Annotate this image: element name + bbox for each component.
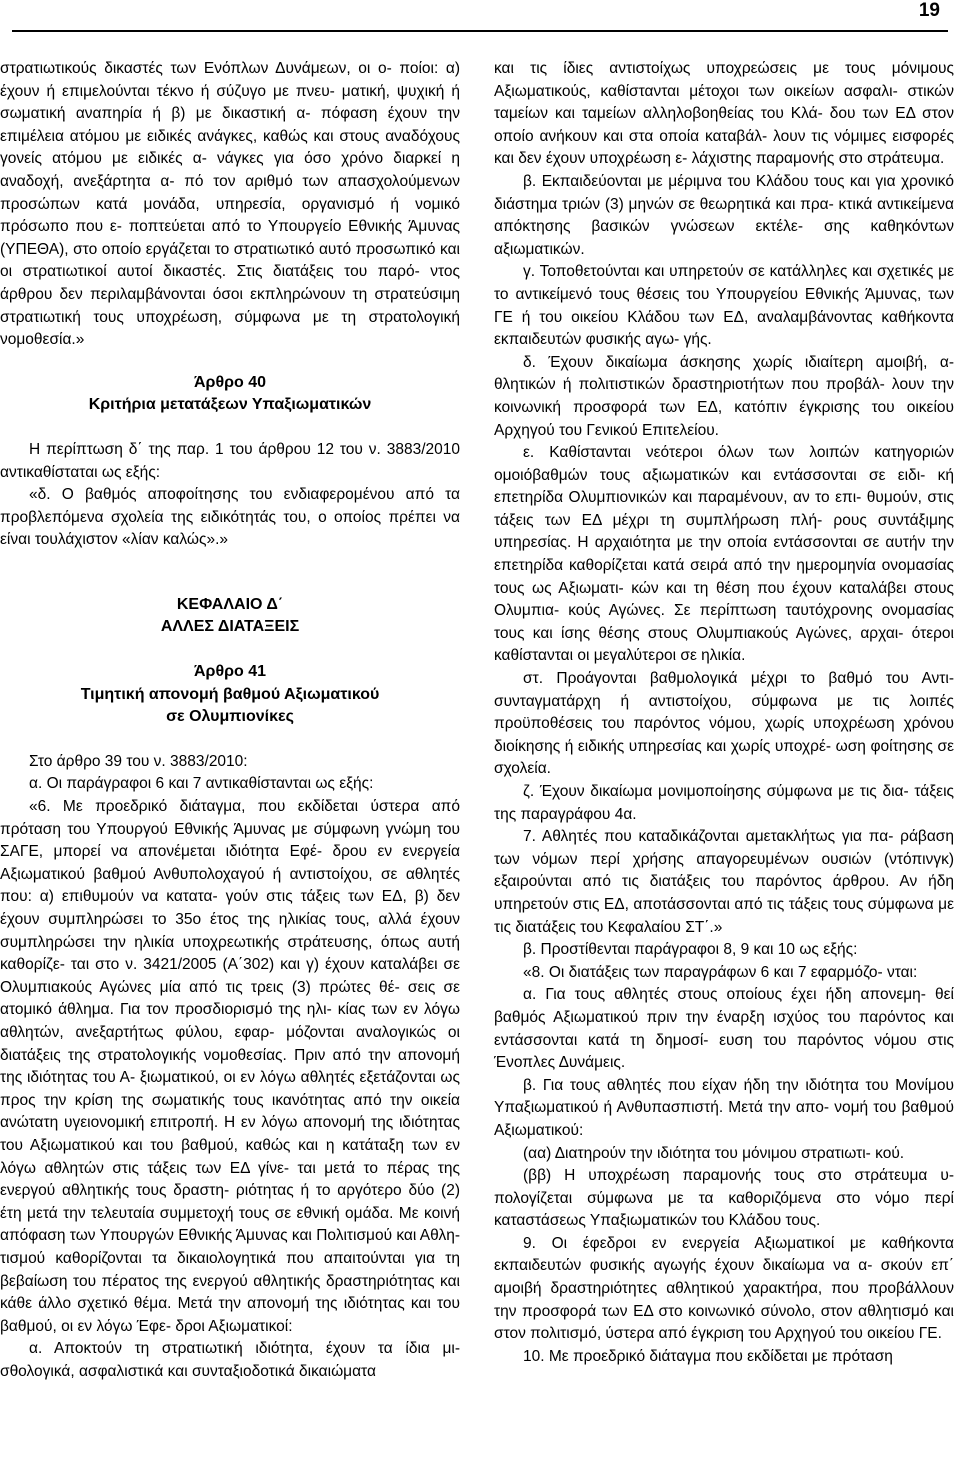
paragraph: (ββ) Η υποχρέωση παραμονής τους στο στράτευμα υ- πολογίζεται σύμφωνα με τα καθοριζόμενα στο νόμο περί καταστάσεως Υπαξιωματικών του Κλάδου τους. — [494, 1167, 954, 1230]
paragraph: ζ. Έχουν δικαίωμα μονιμοποίησης σύμφωνα με τις δια- τάξεις της παραγράφου 4α. — [494, 783, 954, 823]
article-41-title: Άρθρο 41 — [193, 663, 266, 681]
paragraph: γ. Τοποθετούνται και υπηρετούν σε κατάλληλες και σχετικές με το αντικείμενό τους θέσεις του Υπουργείου Εθνικής Άμυνας, των ΓΕ ή του οικείου Κλάδου των ΕΔ, αναλαμβάνοντας καθήκοντα εκπαιδευτών φυσικής αγω- γής. — [494, 263, 954, 349]
paragraph: 9. Οι έφεδροι εν ενεργεία Αξιωματικοί με καθήκοντα εκπαιδευτών φυσικής αγωγής έχουν δικαίωμα να α- σκούν επ΄ αμοιβή δραστηριότητες αθλητικού χαρακτήρα, που προβάλλουν την προσφορά των ΕΔ στο κοινωνικό σύνολο, στον αθλητισμό και στον πολιτισμό, ύστερα από έγκριση του Αρχηγού του οικείου ΓΕ. — [494, 1234, 954, 1343]
paragraph: ε. Καθίστανται νεότεροι όλων των λοιπών κατηγοριών ομοιόβαθμών τους αξιωματικών και εντάσσονται σε ειδι- κή επετηρίδα Ολυμπιονικών και παραμένουν, αν το επι- θυμούν, στις τάξεις των ΕΔ μέχρι τη συμπλήρωση πλή- ρους συντάξιμης υπηρεσίας. Η αρχαιότητα με την οποία εντάσσονται σε αυτήν την επετηρίδα καθορίζεται κατά σειρά από την ημερομηνία ονομασίας τους ως Αξιωματι- κών και τη θέση που έχουν καταλάβει στους Ολυμπια- κούς Αγώνες. Σε περίπτωση ταυτόχρονης ονομασίας τους και ίσης θέσης στους Ολυμπιακούς Αγώνες, αρχαι- ότεροι καθίστανται οι μεγαλύτεροι σε ηλικία. — [494, 444, 954, 665]
left-column — [0, 58, 460, 1383]
right-column — [494, 58, 954, 1368]
paragraph: β. Προστίθενται παράγραφοι 8, 9 και 10 ως εξής: — [523, 941, 858, 959]
article-40-subtitle: Κριτήρια μετατάξεων Υπαξιωματικών — [88, 396, 372, 414]
paragraph: α. Για τους αθλητές στους οποίους έχει ήδη απονεμη- θεί βαθμός Αξιωματικού πριν την έναρξη ισχύος του παρόντος και εντάσσονται κατά τη δημοσί- ευση του παρόντος νόμου στις Ένοπλες Δυνάμεις. — [494, 986, 954, 1072]
paragraph: (αα) Διατηρούν την ιδιότητα του μόνιμου στρατιωτι- κού. — [523, 1144, 905, 1162]
paragraph: «8. Οι διατάξεις των παραγράφων 6 και 7 εφαρμόζο- νται: — [523, 963, 918, 981]
paragraph: α. Αποκτούν τη στρατιωτική ιδιότητα, έχουν τα ίδια μι- σθολογικά, ασφαλιστικά και συνταξιοδοτικά δικαιώματα — [0, 1340, 460, 1380]
article-41-subtitle-line2: σε Ολυμπιονίκες — [166, 708, 294, 726]
header-rule — [12, 30, 948, 32]
paragraph: Η περίπτωση δ΄ της παρ. 1 του άρθρου 12 του ν. 3883/2010 αντικαθίσταται ως εξής: — [0, 440, 460, 481]
paragraph: Στο άρθρο 39 του ν. 3883/2010: — [29, 752, 248, 770]
chapter-title: ΚΕΦΑΛΑΙΟ Δ΄ — [176, 595, 284, 613]
paragraph: δ. Έχουν δικαίωμα άσκησης χωρίς ιδιαίτερη αμοιβή, α- θλητικών ή πολιτιστικών δραστηριοτήτων που προβάλ- λουν την κοινωνική προσφορά των ΕΔ, κατόπιν έγκρισης του οικείου Αρχηγού του Γενικού Επιτελείου. — [494, 353, 954, 439]
paragraph: β. Για τους αθλητές που είχαν ήδη την ιδιότητα του Μονίμου Υπαξιωματικού ή Ανθυπασπιστή. Μετά την απο- νομή του βαθμού Αξιωματικού: — [494, 1076, 954, 1139]
paragraph: β. Εκπαιδεύονται με μέριμνα του Κλάδου τους και για χρονικό διάστημα τριών (3) μηνών σε θεωρητικά και πρα- κτικά αντικείμενα απόκτησης βασικών γνώσεων εκτέλε- σης καθηκόντων αξιωματικών. — [494, 172, 954, 258]
paragraph: «δ. Ο βαθμός αποφοίτησης του ενδιαφερομένου από τα προβλεπόμενα σχολεία της ειδικότητάς του, ο οποίος πρέπει να είναι τουλάχιστον «λίαν καλώς».» — [0, 486, 460, 549]
paragraph: και τις ίδιες αντιστοίχως υποχρεώσεις με τους μόνιμους Αξιωματικούς, καθίστανται μέτοχοι των οικείων ασφαλι- στικών ταμείων και ταμείων αλληλοβοηθείας του Κλά- δου των ΕΔ στον οποίο ανήκουν και στα οποία καταβάλ- λουν τις νόμιμες εισφορές και δεν έχουν υποχρέωση ε- λάχιστης παραμονής στο στράτευμα. — [494, 60, 954, 168]
paragraph: α. Οι παράγραφοι 6 και 7 αντικαθίστανται ως εξής: — [29, 775, 374, 793]
paragraph: στρατιωτικούς δικαστές των Ενόπλων Δυνάμεων, οι ο- ποίοι: α) έχουν ή επιμελούνται τέκνο ή σύζυγο με πνευ- ματική, ψυχική ή σωματική αναπηρία ή β) με δικαστική α- πόφαση έχουν την επιμέλεια ατόμου με ειδικές ανάγκες, καθώς και στους αναδόχους γονείς ατόμου με ειδικές α- νάγκες για όσο χρόνο διαρκεί η αναδοχή, ανεξάρτητα α- πό τον αριθμό των απασχολούμενων προσώπων κατά μονάδα, υπηρεσία, οργανισμό ή νομικό πρόσωπο που ε- ποπτεύεται από το Υπουργείο Εθνικής Άμυνας (ΥΠΕΘΑ), στο οποίο εργάζεται το στρατιωτικό αυτό προσωπικό και οι στρατιωτικοί αυτοί δικαστές. Στις διατάξεις του παρό- ντος άρθρου δεν περιλαμβάνονται όσοι εκπληρώνουν τη στρατεύσιμη στρατιωτική τους υποχρέωση, σύμφωνα με τη στρατολογική νομοθεσία.» — [0, 60, 460, 349]
paragraph: 10. Με προεδρικό διάταγμα που εκδίδεται με πρόταση — [523, 1347, 893, 1365]
article-40-title: Άρθρο 40 — [193, 373, 266, 391]
page-number: 19 — [918, 0, 940, 21]
paragraph: «6. Με προεδρικό διάταγμα, που εκδίδεται ύστερα από πρόταση του Υπουργού Εθνικής Άμυνας με σύμφωνη γνώμη του ΣΑΓΕ, μπορεί να απονέμεται ιδιότητα Εφέ- δρου εν ενεργεία Αξιωματικού βαθμού Ανθυπολοχαγού ή αντιστοίχου, σε αθλητές που: α) επιθυμούν να κατατα- γούν στις τάξεις των ΕΔ, β) δεν έχουν συμπληρώσει το 35ο έτος της ηλικίας τους, αλλά έχουν συμπληρώσει την ηλικία υποχρεωτικής στράτευσης, όπως αυτή καθορίζε- ται στο ν. 3421/2005 (Α΄302) και γ) έχουν καταλάβει σε Ολυμπιακούς Αγώνες μία από τις τρεις (3) πρώτες θέ- σεις σε ατομικό άθλημα. Για τον προσδιορισμό της ηλι- κίας των εν λόγω αθλητών, ανεξαρτήτως φύλου, εφαρ- μόζονται αναλογικώς οι διατάξεις της στρατολογικής νομοθεσίας. Πριν από την απονομή της ιδιότητας του Α- ξιωματικού, οι εν λόγω αθλητές εξετάζονται ως προς την κρίση της σωματικής τους ικανότητας από την οικεία ανώτατη υγειονομική επιτροπή. Η εν λόγω απονομή της ιδιότητας του Αξιωματικού και του βαθμού, καθώς και η κατάταξη των εν λόγω αθλητών στις τάξεις των ΕΔ γίνε- ται μετά το πέρας της ενεργού αθλητικής τους δραστη- ριότητας ή το αργότερο δύο (2) έτη μετά την τελευταία συμμετοχή τους σε εθνική ομάδα. Με κοινή απόφαση των Υπουργών Εθνικής Άμυνας και Πολιτισμού και Αθλη- τισμού καθορίζονται τα δικαιολογητικά που απαιτούνται για τη βεβαίωση του πέρατος της ενεργού αθλητικής δραστηριότητας και κάθε άλλο σχετικό θέμα. Μετά την απονομή της ιδιότητας και του βαθμού, οι εν λόγω Έφε- δροι Αξιωματικοί: — [0, 798, 460, 1335]
paragraph: στ. Προάγονται βαθμολογικά μέχρι το βαθμό του Αντι- συνταγματάρχη ή αντιστοίχου, σύμφωνα με τις λοιπές προϋποθέσεις του παρόντος νόμου, χωρίς υποχρέωση χρόνου διοίκησης ή ειδικής υπηρεσίας και χωρίς υποχρέ- ωση φοίτησης σε σχολεία. — [494, 670, 954, 778]
chapter-subtitle: ΑΛΛΕΣ ΔΙΑΤΑΞΕΙΣ — [160, 618, 300, 636]
paragraph: 7. Αθλητές που καταδικάζονται αμετακλήτως για πα- ράβαση των νόμων περί χρήσης απαγορευμένων ουσιών (ντόπινγκ) εξαιρούνται από τις διατάξεις του παρόντος άρθρου. Αν ήδη υπηρετούν στις ΕΔ, αποτάσσονται από τις τάξεις τους σύμφωνα με τις διατάξεις του Κεφαλαίου ΣΤ΄.» — [494, 828, 954, 936]
article-41-subtitle-line1: Τιμητική απονομή βαθμού Αξιωματικού — [80, 685, 380, 703]
